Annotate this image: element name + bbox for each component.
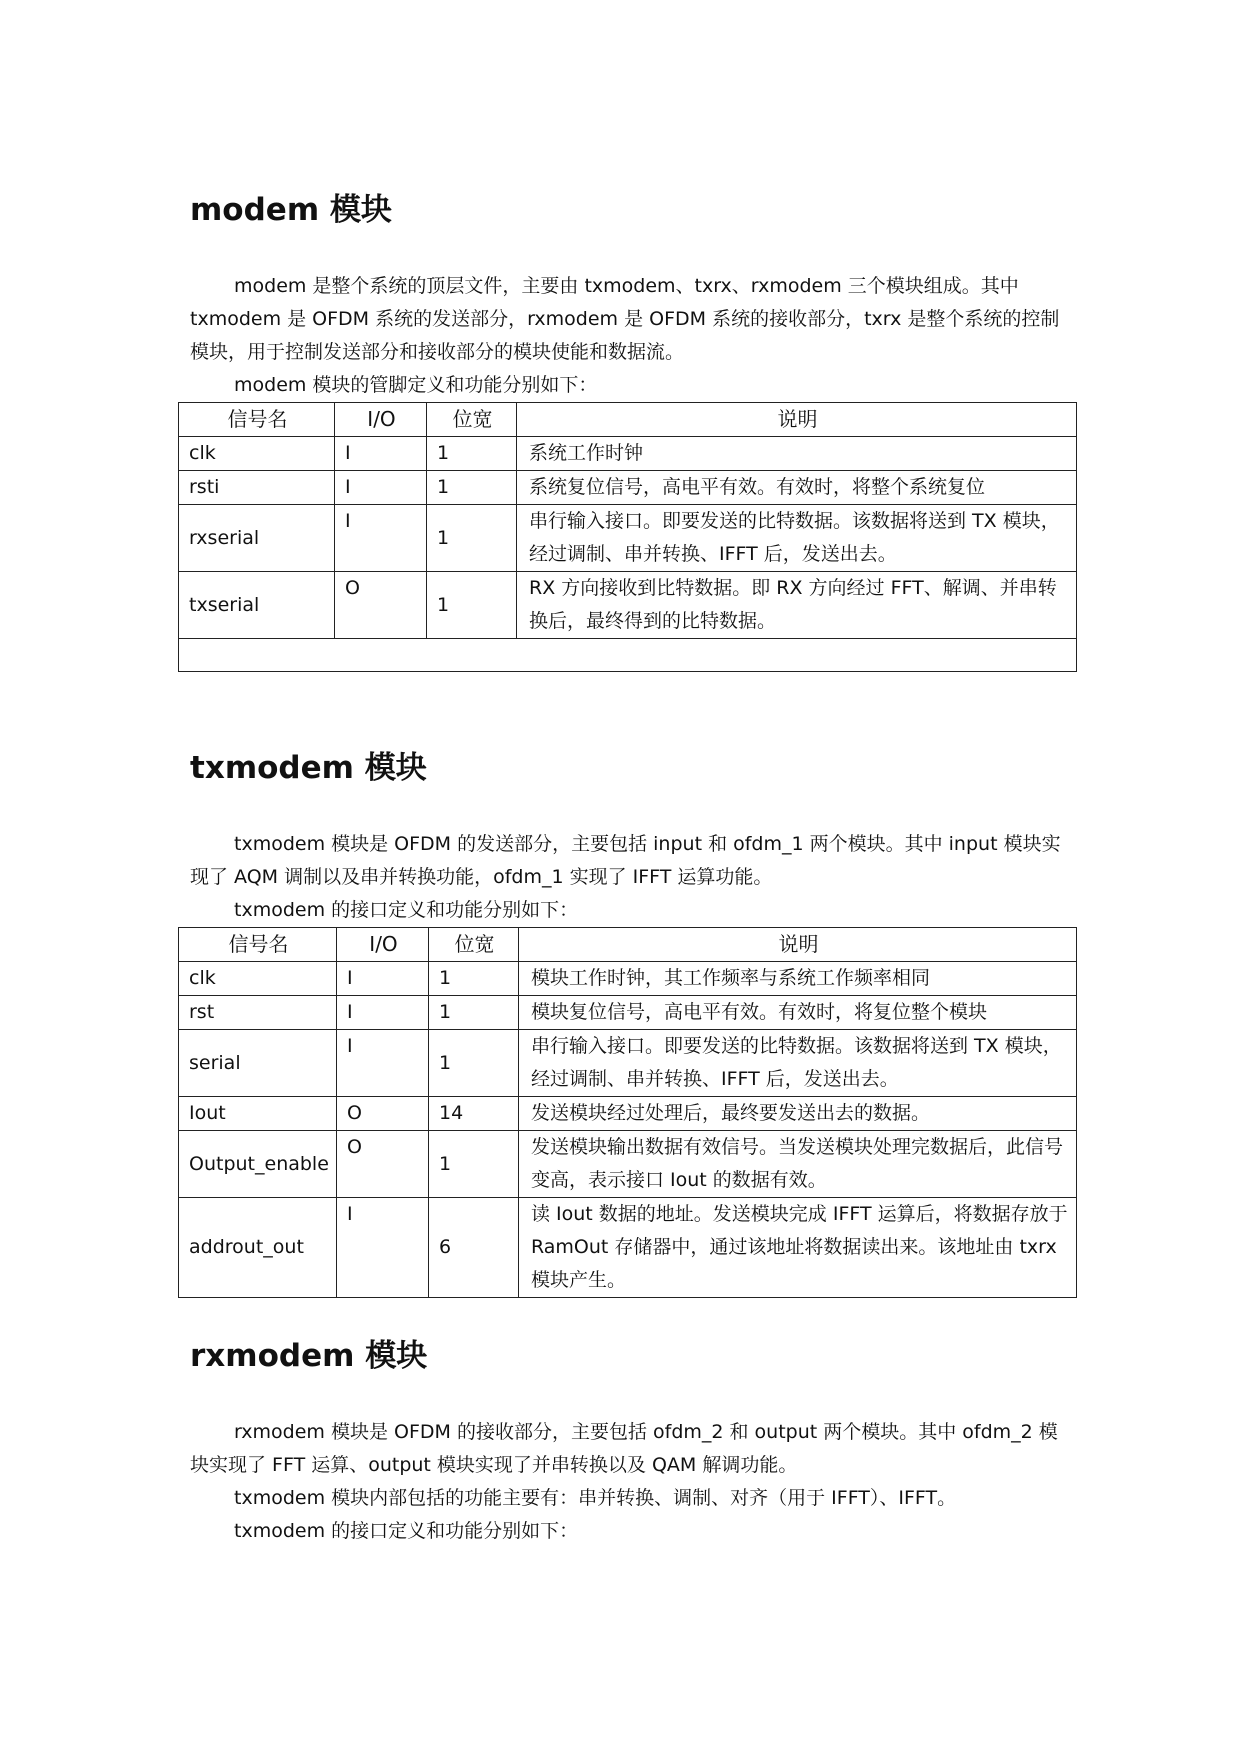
- table-row-empty: [179, 639, 1077, 672]
- signal-width: 1: [429, 1131, 519, 1198]
- signal-io: O: [337, 1131, 429, 1198]
- txmodem-pin-table: [178, 927, 1077, 1298]
- column-header: I/O: [337, 928, 429, 962]
- signal-width: 1: [429, 996, 519, 1030]
- signal-description: 模块工作时钟，其工作频率与系统工作频率相同: [519, 962, 1077, 996]
- paragraph: rxmodem 模块是 OFDM 的接收部分，主要包括 ofdm_2 和 output 两个模块。其中 ofdm_2 模块实现了 FFT 运算、output 模块实现了并串转换以及 QAM 解调功能。: [190, 1421, 1058, 1476]
- paragraph: txmodem 的接口定义和功能分别如下：: [234, 899, 579, 921]
- signal-width: 1: [427, 572, 517, 639]
- section-heading-modem: modem 模块: [190, 192, 392, 228]
- column-header: 说明: [519, 928, 1077, 962]
- signal-io: I: [337, 996, 429, 1030]
- table-row: [179, 1198, 1077, 1298]
- signal-description: 发送模块经过处理后，最终要发送出去的数据。: [519, 1097, 1077, 1131]
- table-row: [179, 572, 1077, 639]
- signal-name: clk: [179, 962, 337, 996]
- signal-name: rst: [179, 996, 337, 1030]
- table-row: [179, 962, 1077, 996]
- column-header: 位宽: [427, 403, 517, 437]
- column-header: 信号名: [179, 928, 337, 962]
- signal-name: Output_enable: [179, 1131, 337, 1198]
- signal-width: 6: [429, 1198, 519, 1298]
- signal-io: I: [337, 1030, 429, 1097]
- signal-io: I: [335, 471, 427, 505]
- signal-width: 1: [427, 471, 517, 505]
- table-row: [179, 996, 1077, 1030]
- table-row: [179, 1131, 1077, 1198]
- signal-io: O: [335, 572, 427, 639]
- table-row: [179, 1030, 1077, 1097]
- signal-width: 14: [429, 1097, 519, 1131]
- table-row: [179, 505, 1077, 572]
- signal-io: I: [337, 962, 429, 996]
- column-header: 说明: [517, 403, 1077, 437]
- signal-description: RX 方向接收到比特数据。即 RX 方向经过 FFT、解调、并串转换后，最终得到的比特数据。: [517, 572, 1077, 639]
- signal-io: I: [335, 437, 427, 471]
- signal-width: 1: [429, 1030, 519, 1097]
- section-heading-txmodem: txmodem 模块: [190, 750, 427, 786]
- table-header-row: [179, 403, 1077, 437]
- table-row: [179, 1097, 1077, 1131]
- column-header: 信号名: [179, 403, 335, 437]
- signal-name: addrout_out: [179, 1198, 337, 1298]
- signal-io: I: [337, 1198, 429, 1298]
- signal-description: 发送模块输出数据有效信号。当发送模块处理完数据后，此信号变高，表示接口 Iout 的数据有效。: [519, 1131, 1077, 1198]
- signal-description: 读 Iout 数据的地址。发送模块完成 IFFT 运算后，将数据存放于 RamOut 存储器中，通过该地址将数据读出来。该地址由 txrx 模块产生。: [519, 1198, 1077, 1298]
- signal-io: I: [335, 505, 427, 572]
- signal-io: O: [337, 1097, 429, 1131]
- signal-description: 串行输入接口。即要发送的比特数据。该数据将送到 TX 模块，经过调制、串并转换、IFFT 后，发送出去。: [519, 1030, 1077, 1097]
- column-header: I/O: [335, 403, 427, 437]
- signal-width: 1: [429, 962, 519, 996]
- column-header: 位宽: [429, 928, 519, 962]
- signal-name: Iout: [179, 1097, 337, 1131]
- paragraph: txmodem 的接口定义和功能分别如下：: [234, 1520, 579, 1542]
- signal-name: rxserial: [179, 505, 335, 572]
- section-heading-rxmodem: rxmodem 模块: [190, 1338, 428, 1374]
- modem-pin-table: [178, 402, 1077, 672]
- empty-cell: [179, 639, 1077, 672]
- paragraph: txmodem 模块内部包括的功能主要有：串并转换、调制、对齐（用于 IFFT）、IFFT。: [234, 1487, 957, 1509]
- paragraph: modem 是整个系统的顶层文件，主要由 txmodem、txrx、rxmodem 三个模块组成。其中 txmodem 是 OFDM 系统的发送部分，rxmodem 是 OFDM 系统的接收部分，txrx 是整个系统的控制模块，用于控制发送部分和接收部分的模块使能和数据流。: [190, 275, 1060, 363]
- signal-description: 系统工作时钟: [517, 437, 1077, 471]
- signal-description: 模块复位信号，高电平有效。有效时，将复位整个模块: [519, 996, 1077, 1030]
- paragraph: modem 模块的管脚定义和功能分别如下：: [234, 374, 598, 396]
- signal-width: 1: [427, 437, 517, 471]
- signal-name: serial: [179, 1030, 337, 1097]
- table-row: [179, 437, 1077, 471]
- signal-description: 串行输入接口。即要发送的比特数据。该数据将送到 TX 模块，经过调制、串并转换、IFFT 后，发送出去。: [517, 505, 1077, 572]
- paragraph: txmodem 模块是 OFDM 的发送部分，主要包括 input 和 ofdm_1 两个模块。其中 input 模块实现了 AQM 调制以及串并转换功能，ofdm_1 实现了 IFFT 运算功能。: [190, 833, 1061, 888]
- signal-width: 1: [427, 505, 517, 572]
- signal-name: clk: [179, 437, 335, 471]
- signal-name: rsti: [179, 471, 335, 505]
- signal-name: txserial: [179, 572, 335, 639]
- signal-description: 系统复位信号，高电平有效。有效时，将整个系统复位: [517, 471, 1077, 505]
- table-row: [179, 471, 1077, 505]
- table-header-row: [179, 928, 1077, 962]
